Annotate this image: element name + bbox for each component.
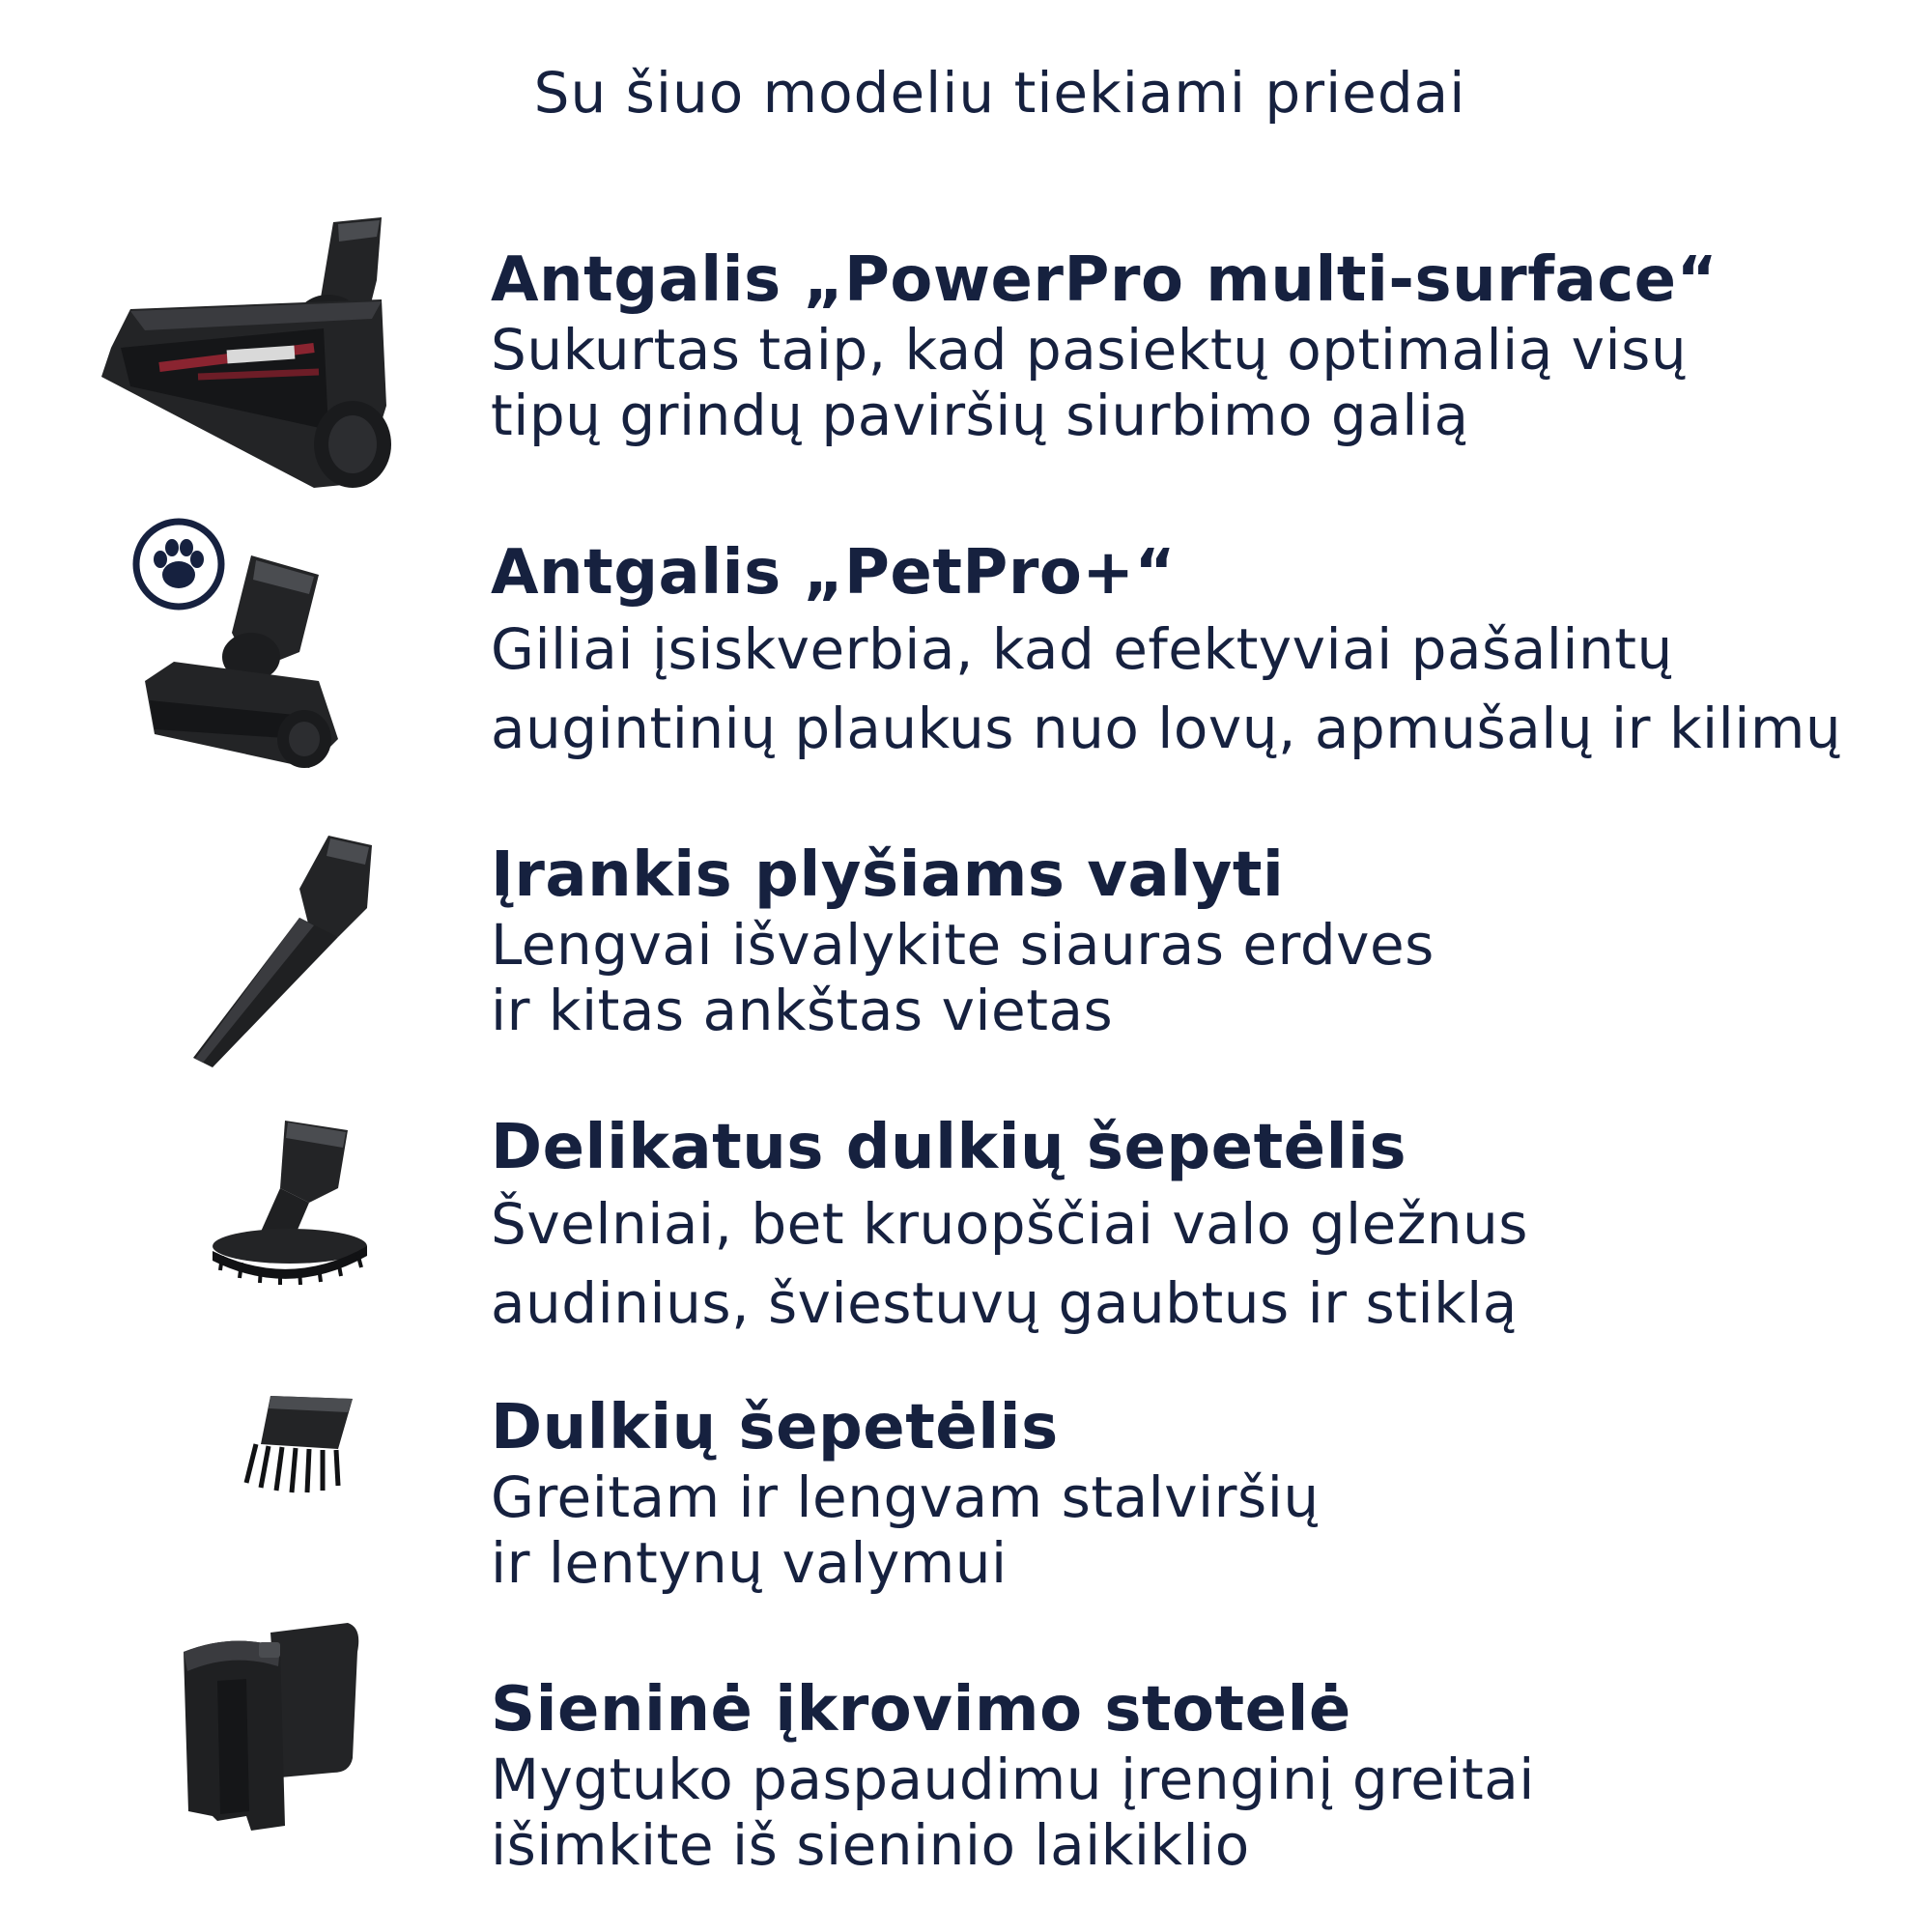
accessory-title: Antgalis „PetPro+“ — [491, 537, 1177, 609]
accessory-item-dusting-brush — [0, 1391, 1932, 1613]
accessory-item-soft-brush — [0, 1111, 1932, 1352]
description-line: Švelniai, bet kruopščiai valo gležnus — [491, 1191, 1529, 1257]
accessory-item-powerpro — [0, 203, 1932, 493]
description-line: ir lentynų valymui — [491, 1530, 1008, 1596]
page-title: Su šiuo modeliu tiekiami priedai — [533, 60, 1466, 126]
accessory-title: Sieninė įkrovimo stotelė — [491, 1674, 1351, 1746]
accessory-title: Dulkių šepetėlis — [491, 1392, 1059, 1463]
wall-charging-dock-icon — [174, 1623, 367, 1845]
pet-nozzle-icon — [135, 546, 338, 768]
description-line: Mygtuko paspaudimu įrenginį greitai — [491, 1747, 1535, 1812]
description-line: audinius, šviestuvų gaubtus ir stiklą — [491, 1270, 1518, 1336]
floor-nozzle-icon — [92, 203, 401, 493]
accessory-description — [491, 1464, 1913, 1596]
description-line: išimkite iš sieninio laikiklio — [491, 1812, 1250, 1878]
description-line: Lengvai išvalykite siauras erdves — [491, 912, 1435, 978]
dusting-brush-icon — [242, 1391, 357, 1497]
description-line: ir kitas ankštas vietas — [491, 978, 1114, 1043]
accessory-text — [491, 1111, 1913, 1343]
accessory-item-petpro — [0, 517, 1932, 768]
accessory-title: Įrankis plyšiams valyti — [491, 839, 1285, 911]
description-line: Giliai įsiskverbia, kad efektyviai pašalintų — [491, 616, 1673, 682]
soft-brush-icon — [203, 1111, 377, 1285]
accessory-description — [491, 610, 1913, 768]
accessory-text — [491, 1391, 1913, 1596]
description-line: tipų grindų paviršių siurbimo galią — [491, 383, 1469, 448]
description-line: augintinių plaukus nuo lovų, apmušalų ir kilimų — [491, 696, 1842, 761]
accessory-text — [491, 536, 1913, 768]
description-line: Sukurtas taip, kad pasiektų optimalią visų — [491, 317, 1688, 383]
crevice-tool-icon — [155, 831, 386, 1072]
accessory-description — [491, 1184, 1913, 1343]
accessory-title: Antgalis „PowerPro multi-surface“ — [491, 244, 1719, 316]
description-line: Greitam ir lengvam stalviršių — [491, 1464, 1320, 1530]
accessory-description — [491, 1747, 1913, 1878]
accessory-text — [491, 838, 1913, 1043]
accessory-item-crevice-tool — [0, 831, 1932, 1072]
accessory-title: Delikatus dulkių šepetėlis — [491, 1112, 1407, 1183]
accessory-description — [491, 317, 1913, 448]
accessory-item-wall-dock — [0, 1623, 1932, 1913]
accessory-description — [491, 912, 1913, 1043]
accessory-text — [491, 243, 1913, 448]
accessory-text — [491, 1673, 1913, 1878]
